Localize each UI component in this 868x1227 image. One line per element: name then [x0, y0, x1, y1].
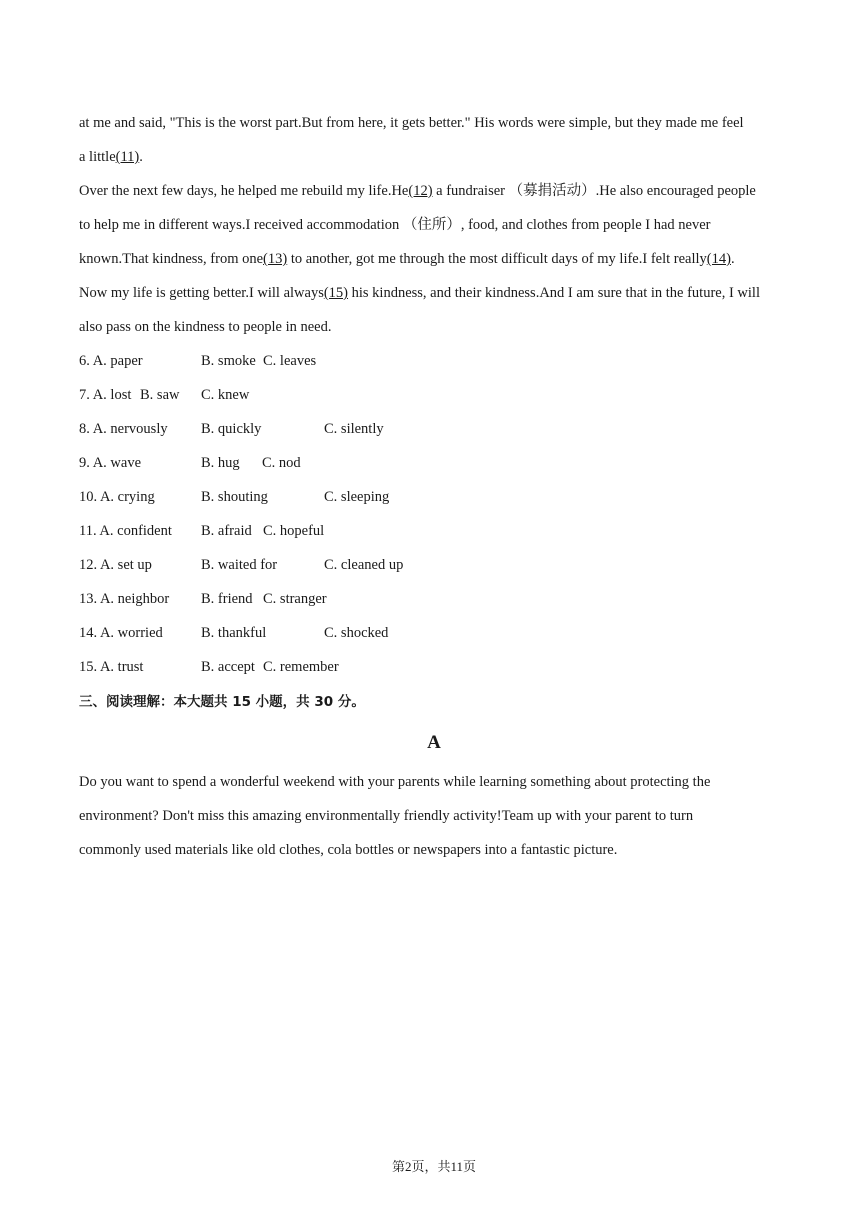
option-a: 15. A. trust	[79, 659, 144, 675]
option-a: 9. A. wave	[79, 455, 142, 471]
page-number: 第2页，共11页	[391, 1159, 477, 1174]
passage-heading: A	[427, 732, 441, 753]
option-c: C. hopeful	[263, 523, 325, 539]
option-c: C. leaves	[263, 353, 317, 369]
option-a: 6. A. paper	[79, 353, 143, 369]
option-a: 14. A. worried	[79, 625, 163, 641]
option-a: 11. A. confident	[79, 523, 172, 539]
passage-line-7: also pass on the kindness to people in need.	[79, 319, 332, 335]
reading-line-3: commonly used materials like old clothes, cola bottles or newspapers into a fantastic picture.	[79, 842, 618, 858]
passage-line-3	[79, 181, 756, 201]
option-b: B. waited for	[201, 557, 278, 573]
passage-line-1: at me and said, "This is the worst part.But from here, it gets better." His words were simple, but they made me feel	[79, 115, 744, 131]
passage-text: .	[139, 149, 143, 165]
option-a: 13. A. neighbor	[79, 591, 170, 607]
section-title: 三、阅读理解：本大题共 15 小题，共 30 分。	[79, 694, 365, 710]
option-c: C. shocked	[324, 625, 389, 641]
option-a: 7. A. lost	[79, 387, 132, 403]
option-b: B. saw	[140, 387, 180, 403]
passage-line-5	[79, 249, 735, 269]
passage-text: his kindness, and their kindness.And I am sure that in the future, I will	[348, 285, 760, 301]
option-a: 10. A. crying	[79, 489, 155, 505]
option-c: C. cleaned up	[324, 557, 404, 573]
passage-line-2	[79, 147, 143, 167]
reading-line-2: environment? Don't miss this amazing environmentally friendly activity!Team up with your parent to turn	[79, 808, 694, 824]
passage-text: Over the next few days, he helped me rebuild my life.He	[79, 183, 409, 199]
blank-13: (13)	[263, 251, 288, 267]
reading-line-1: Do you want to spend a wonderful weekend with your parents while learning something about protecting the	[79, 774, 711, 790]
option-b: B. quickly	[201, 421, 262, 437]
option-a: 8. A. nervously	[79, 421, 168, 437]
option-b: B. smoke	[201, 353, 256, 369]
option-a: 12. A. set up	[79, 557, 152, 573]
passage-text: Now my life is getting better.I will always	[79, 285, 324, 301]
option-c: C. sleeping	[324, 489, 390, 505]
passage-text: known.That kindness, from one	[79, 251, 264, 267]
passage-text: a little	[79, 149, 116, 165]
blank-14: (14)	[706, 251, 731, 267]
option-b: B. accept	[201, 659, 255, 675]
passage-line-6	[79, 283, 760, 303]
blank-15: (15)	[323, 285, 349, 301]
option-c: C. knew	[201, 387, 250, 403]
option-b: B. hug	[201, 455, 240, 471]
option-c: C. remember	[263, 659, 339, 675]
blank-11: (11)	[115, 149, 140, 165]
blank-12: (12)	[408, 183, 433, 199]
option-c: C. nod	[262, 455, 301, 471]
option-b: B. shouting	[201, 489, 268, 505]
option-b: B. friend	[201, 591, 253, 607]
option-c: C. silently	[324, 421, 384, 437]
option-c: C. stranger	[263, 591, 327, 607]
option-b: B. afraid	[201, 523, 252, 539]
option-b: B. thankful	[201, 625, 267, 641]
passage-line-4: to help me in different ways.I received accommodation （住所）, food, and clothes from people I had never	[79, 217, 711, 233]
passage-text: to another, got me through the most difficult days of my life.I felt really	[287, 251, 707, 267]
passage-text: a fundraiser （募捐活动）.He also encouraged people	[432, 183, 756, 199]
passage-text: .	[730, 251, 735, 267]
